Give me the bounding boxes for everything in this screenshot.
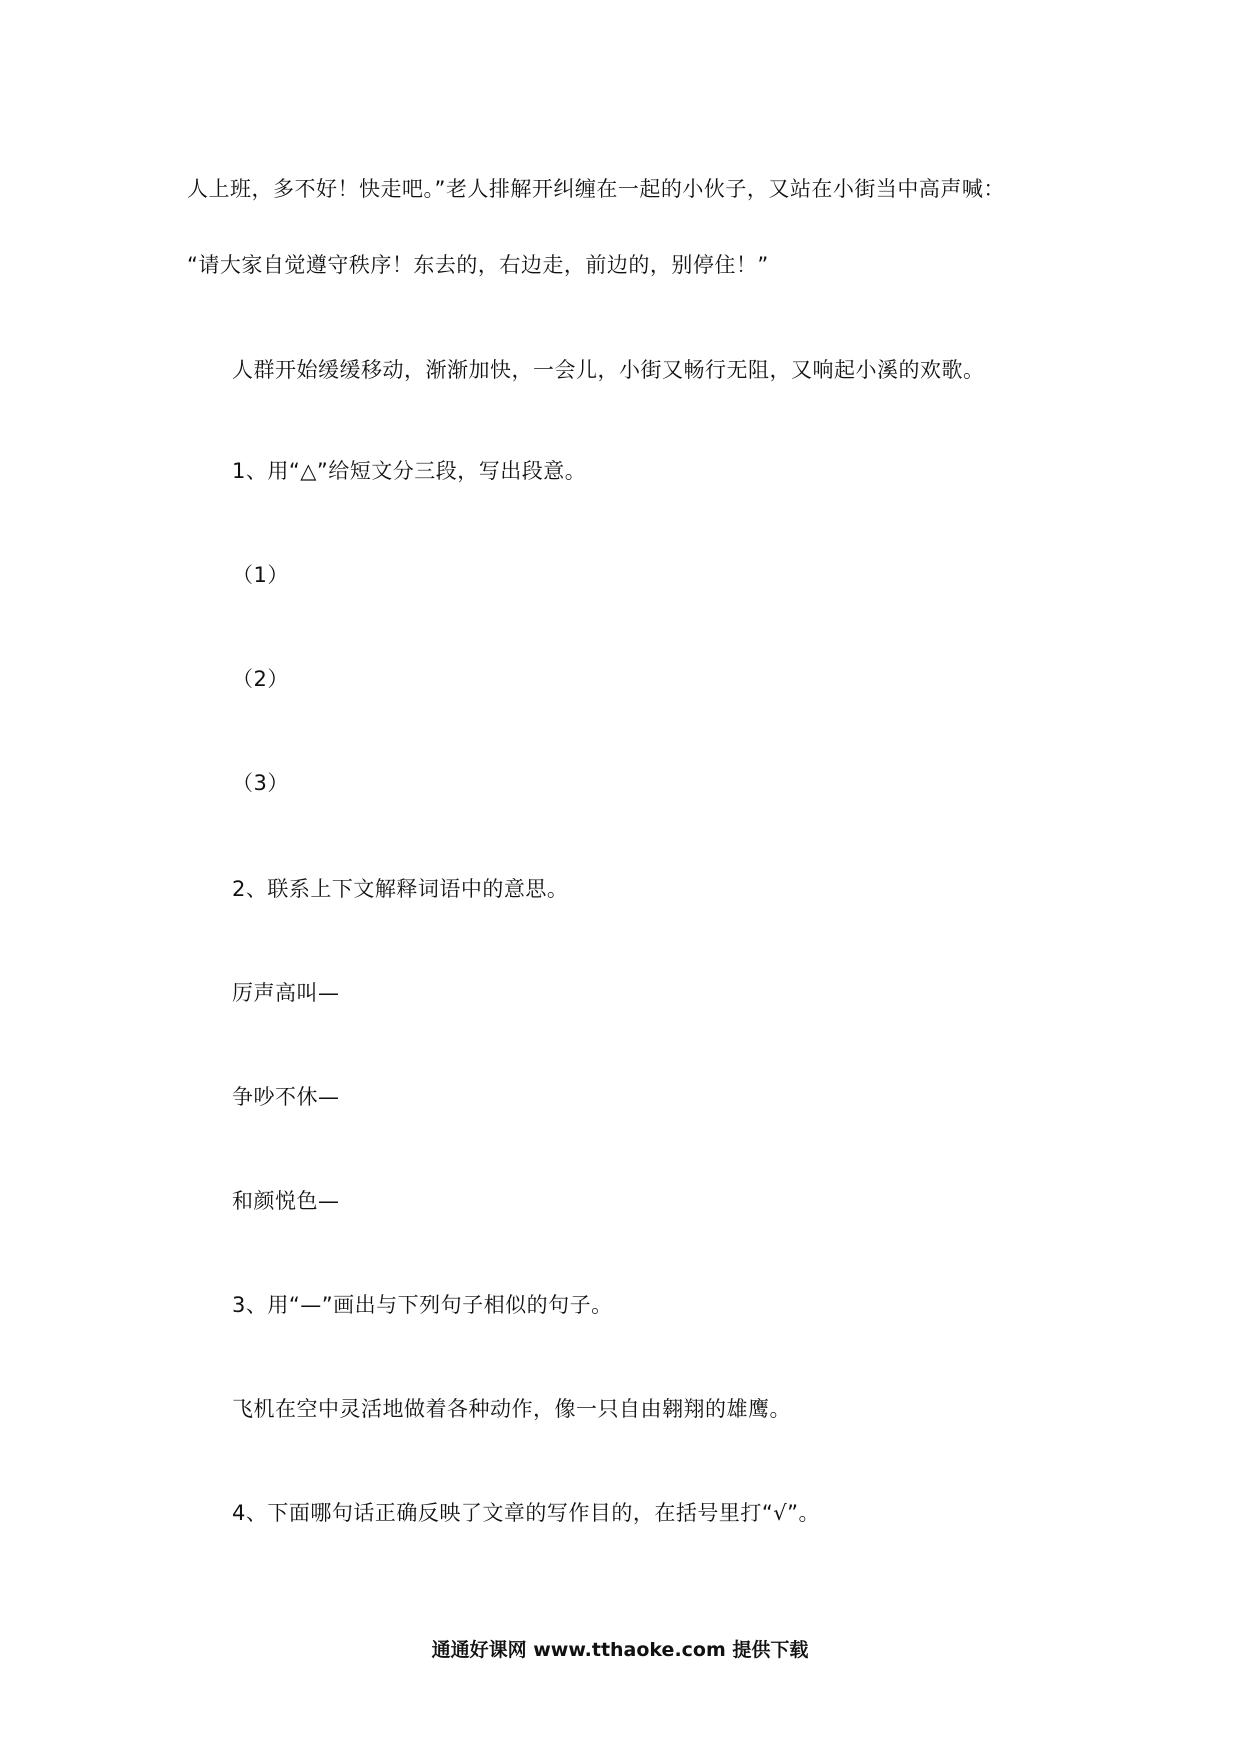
question-1-item-1: （1） — [232, 563, 289, 587]
footer-download-notice: 通通好课网 www.tthaoke.com 提供下载 — [431, 1639, 809, 1661]
question-3-prompt: 3、用“—”画出与下列句子相似的句子。 — [232, 1293, 613, 1317]
passage-line-1: 人上班，多不好！快走吧。”老人排解开纠缠在一起的小伙子，又站在小街当中高声喊： — [187, 177, 1005, 201]
question-3-sentence: 飞机在空中灵活地做着各种动作，像一只自由翱翔的雄鹰。 — [232, 1397, 791, 1421]
question-4-prompt: 4、下面哪句话正确反映了文章的写作目的，在括号里打“√”。 — [232, 1501, 820, 1525]
question-2-term-2: 争吵不休— — [232, 1085, 340, 1109]
passage-line-3: 人群开始缓缓移动，渐渐加快，一会儿，小街又畅行无阻，又响起小溪的欢歌。 — [232, 358, 985, 382]
question-2-term-1: 厉声高叫— — [232, 981, 340, 1005]
question-1-prompt: 1、用“△”给短文分三段，写出段意。 — [232, 459, 587, 483]
passage-line-2: “请大家自觉遵守秩序！东去的，右边走，前边的，别停住！” — [187, 253, 769, 277]
question-2-term-3: 和颜悦色— — [232, 1189, 340, 1213]
question-1-item-3: （3） — [232, 771, 289, 795]
question-1-item-2: （2） — [232, 667, 289, 691]
question-2-prompt: 2、联系上下文解释词语中的意思。 — [232, 877, 569, 901]
